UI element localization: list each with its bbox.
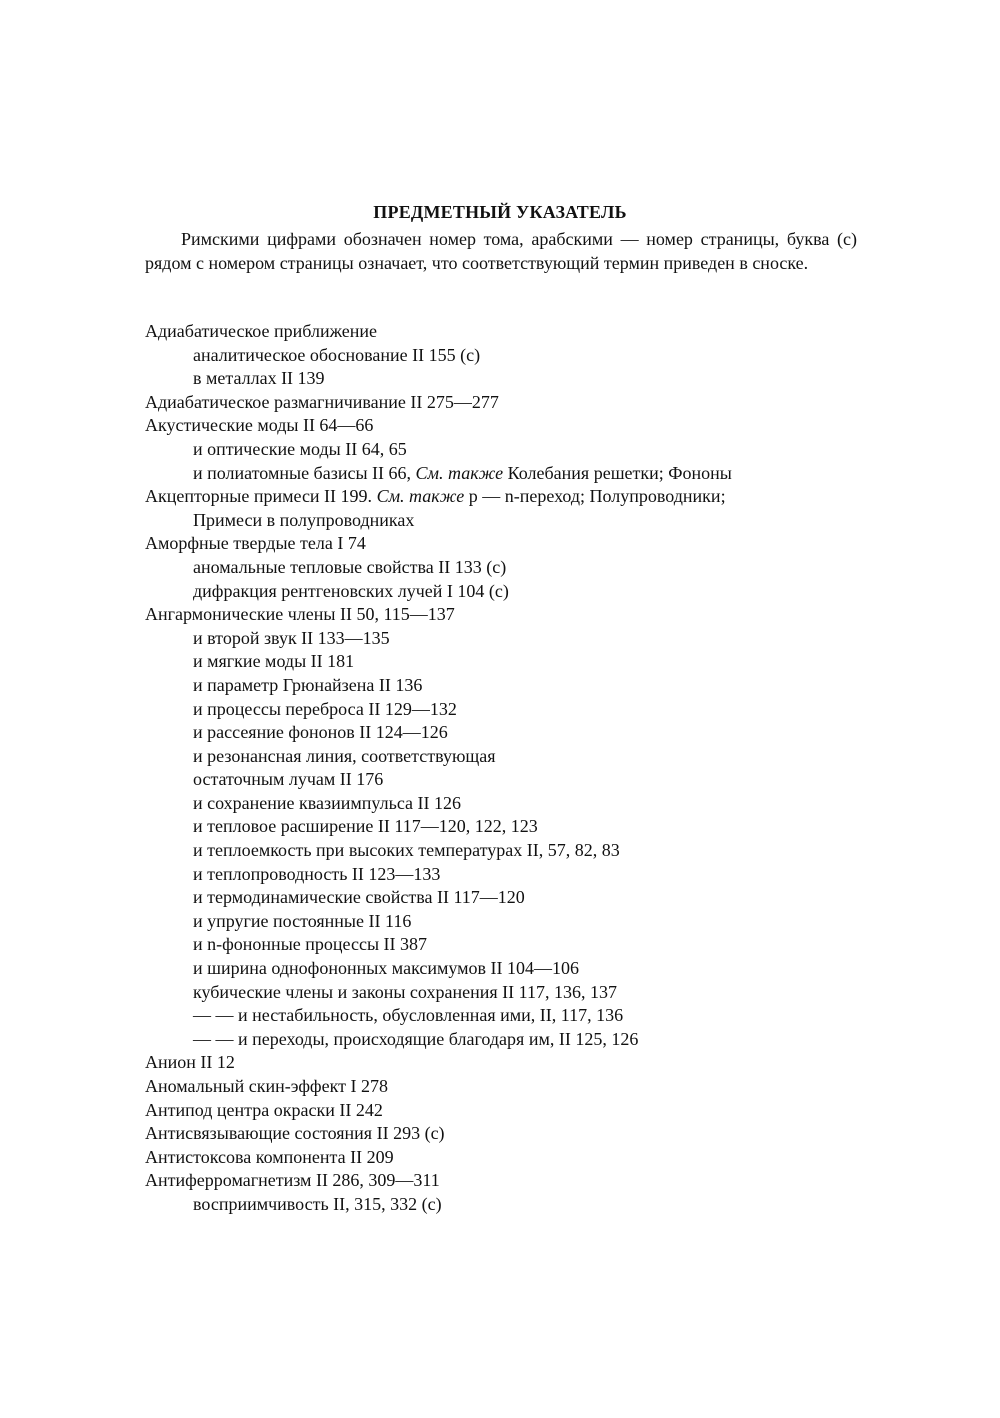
entry-text: Адиабатическое приближение [145,321,378,341]
index-subentry [145,933,865,957]
index-entries [145,320,865,1217]
entry-text: — — и переходы, происходящие благодаря им, II 125, 126 [193,1028,639,1049]
entry-text: аналитическое обоснование II 155 (с) [193,344,481,365]
index-subentry [145,627,865,651]
entry-text: и тепловое расширение II 117—120, 122, 123 [193,816,538,837]
entry-text: и рассеяние фононов II 124—126 [193,722,448,743]
index-entry [145,532,865,556]
entry-text: дифракция рентгеновских лучей I 104 (с) [193,580,509,601]
index-entry [145,1075,865,1099]
index-subentry [145,556,865,580]
index-subentry [145,462,865,486]
index-subentry [145,957,865,981]
entry-text: и процессы переброса II 129—132 [193,698,457,719]
index-entry [145,1099,865,1123]
index-entry [145,1146,865,1170]
entry-text: Антиферромагнетизм II 286, 309—311 [145,1170,440,1191]
see-also-label: См. также [376,486,465,507]
entry-text: Акцепторные примеси II 199. [145,486,377,507]
entry-text: и полиатомные базисы II 66, [193,462,416,483]
entry-text: — — и нестабильность, обусловленная ими, II, 117, 136 [193,1005,624,1026]
see-also-targets: Колебания решетки; Фононы [503,462,732,483]
entry-text: аномальные тепловые свойства II 133 (с) [193,556,507,577]
entry-text: и параметр Грюнайзена II 136 [193,674,423,695]
index-subentry [145,367,865,391]
index-entry [145,320,865,344]
entry-text: Ангармонические члены II 50, 115—137 [145,604,455,625]
entry-text: Аномальный скин-эффект I 278 [145,1076,388,1096]
entry-text: Адиабатическое размагничивание II 275—277 [145,391,499,412]
entry-text: и теплоемкость при высоких температурах II, 57, 82, 83 [193,840,620,861]
entry-text: Антисвязывающие состояния II 293 (с) [145,1123,445,1144]
index-subentry [145,580,865,604]
index-subentry [145,792,865,816]
index-subentry [145,344,865,368]
entry-text: Анион II 12 [145,1052,235,1073]
index-subentry [145,745,865,769]
index-subentry [145,863,865,887]
entry-text: и резонансная линия, соответствующая [193,745,496,766]
entry-text: и теплопроводность II 123—133 [193,863,441,884]
entry-text: и n-фононные процессы II 387 [193,934,428,955]
entry-text: в металлах II 139 [193,368,325,389]
index-subentry [145,674,865,698]
index-entry [145,1122,865,1146]
entry-text: и ширина однофононных максимумов II 104—106 [193,958,580,979]
index-subentry [145,721,865,745]
index-subentry [145,509,865,533]
entry-text: Примеси в полупроводниках [193,509,415,530]
index-subentry [145,981,865,1005]
entry-text: Антипод центра окраски II 242 [145,1099,383,1120]
entry-text: и термодинамические свойства II 117—120 [193,887,525,908]
index-entry [145,1169,865,1193]
index-entry [145,1051,865,1075]
index-subentry [145,839,865,863]
index-subentry [145,815,865,839]
index-subentry [145,886,865,910]
entry-text: остаточным лучам II 176 [193,769,384,790]
index-subentry [145,768,865,792]
intro-paragraph: Римскими цифрами обозначен номер тома, арабскими — номер страницы, буква (с) рядом с номером страницы означает, что соответствующий термин приведен в сноске. [145,229,857,273]
see-also-targets: p — n-переход; Полупроводники; [464,486,726,507]
entry-text: кубические члены и законы сохранения II 117, 136, 137 [193,981,617,1002]
index-entry [145,603,865,627]
entry-text: и второй звук II 133—135 [193,627,390,648]
index-entry [145,414,865,438]
see-also-label: См. также [415,462,504,483]
entry-text: и упругие постоянные II 116 [193,910,412,931]
index-subentry [145,698,865,722]
entry-text: восприимчивость II, 315, 332 (с) [193,1193,442,1214]
index-subentry [145,910,865,934]
index-subentry [145,1004,865,1028]
entry-text: Акустические моды II 64—66 [145,415,374,436]
entry-text: и мягкие моды II 181 [193,651,355,672]
index-subentry [145,1028,865,1052]
index-entry [145,391,865,415]
page-title: ПРЕДМЕТНЫЙ УКАЗАТЕЛЬ [373,202,627,222]
index-subentry [145,650,865,674]
index-subentry [145,438,865,462]
entry-text: Антистоксова компонента II 209 [145,1146,394,1167]
index-subentry [145,1193,865,1217]
entry-text: и оптические моды II 64, 65 [193,438,407,459]
entry-text: и сохранение квазиимпульса II 126 [193,792,462,813]
entry-text: Аморфные твердые тела I 74 [145,533,366,554]
index-entry [145,485,865,509]
